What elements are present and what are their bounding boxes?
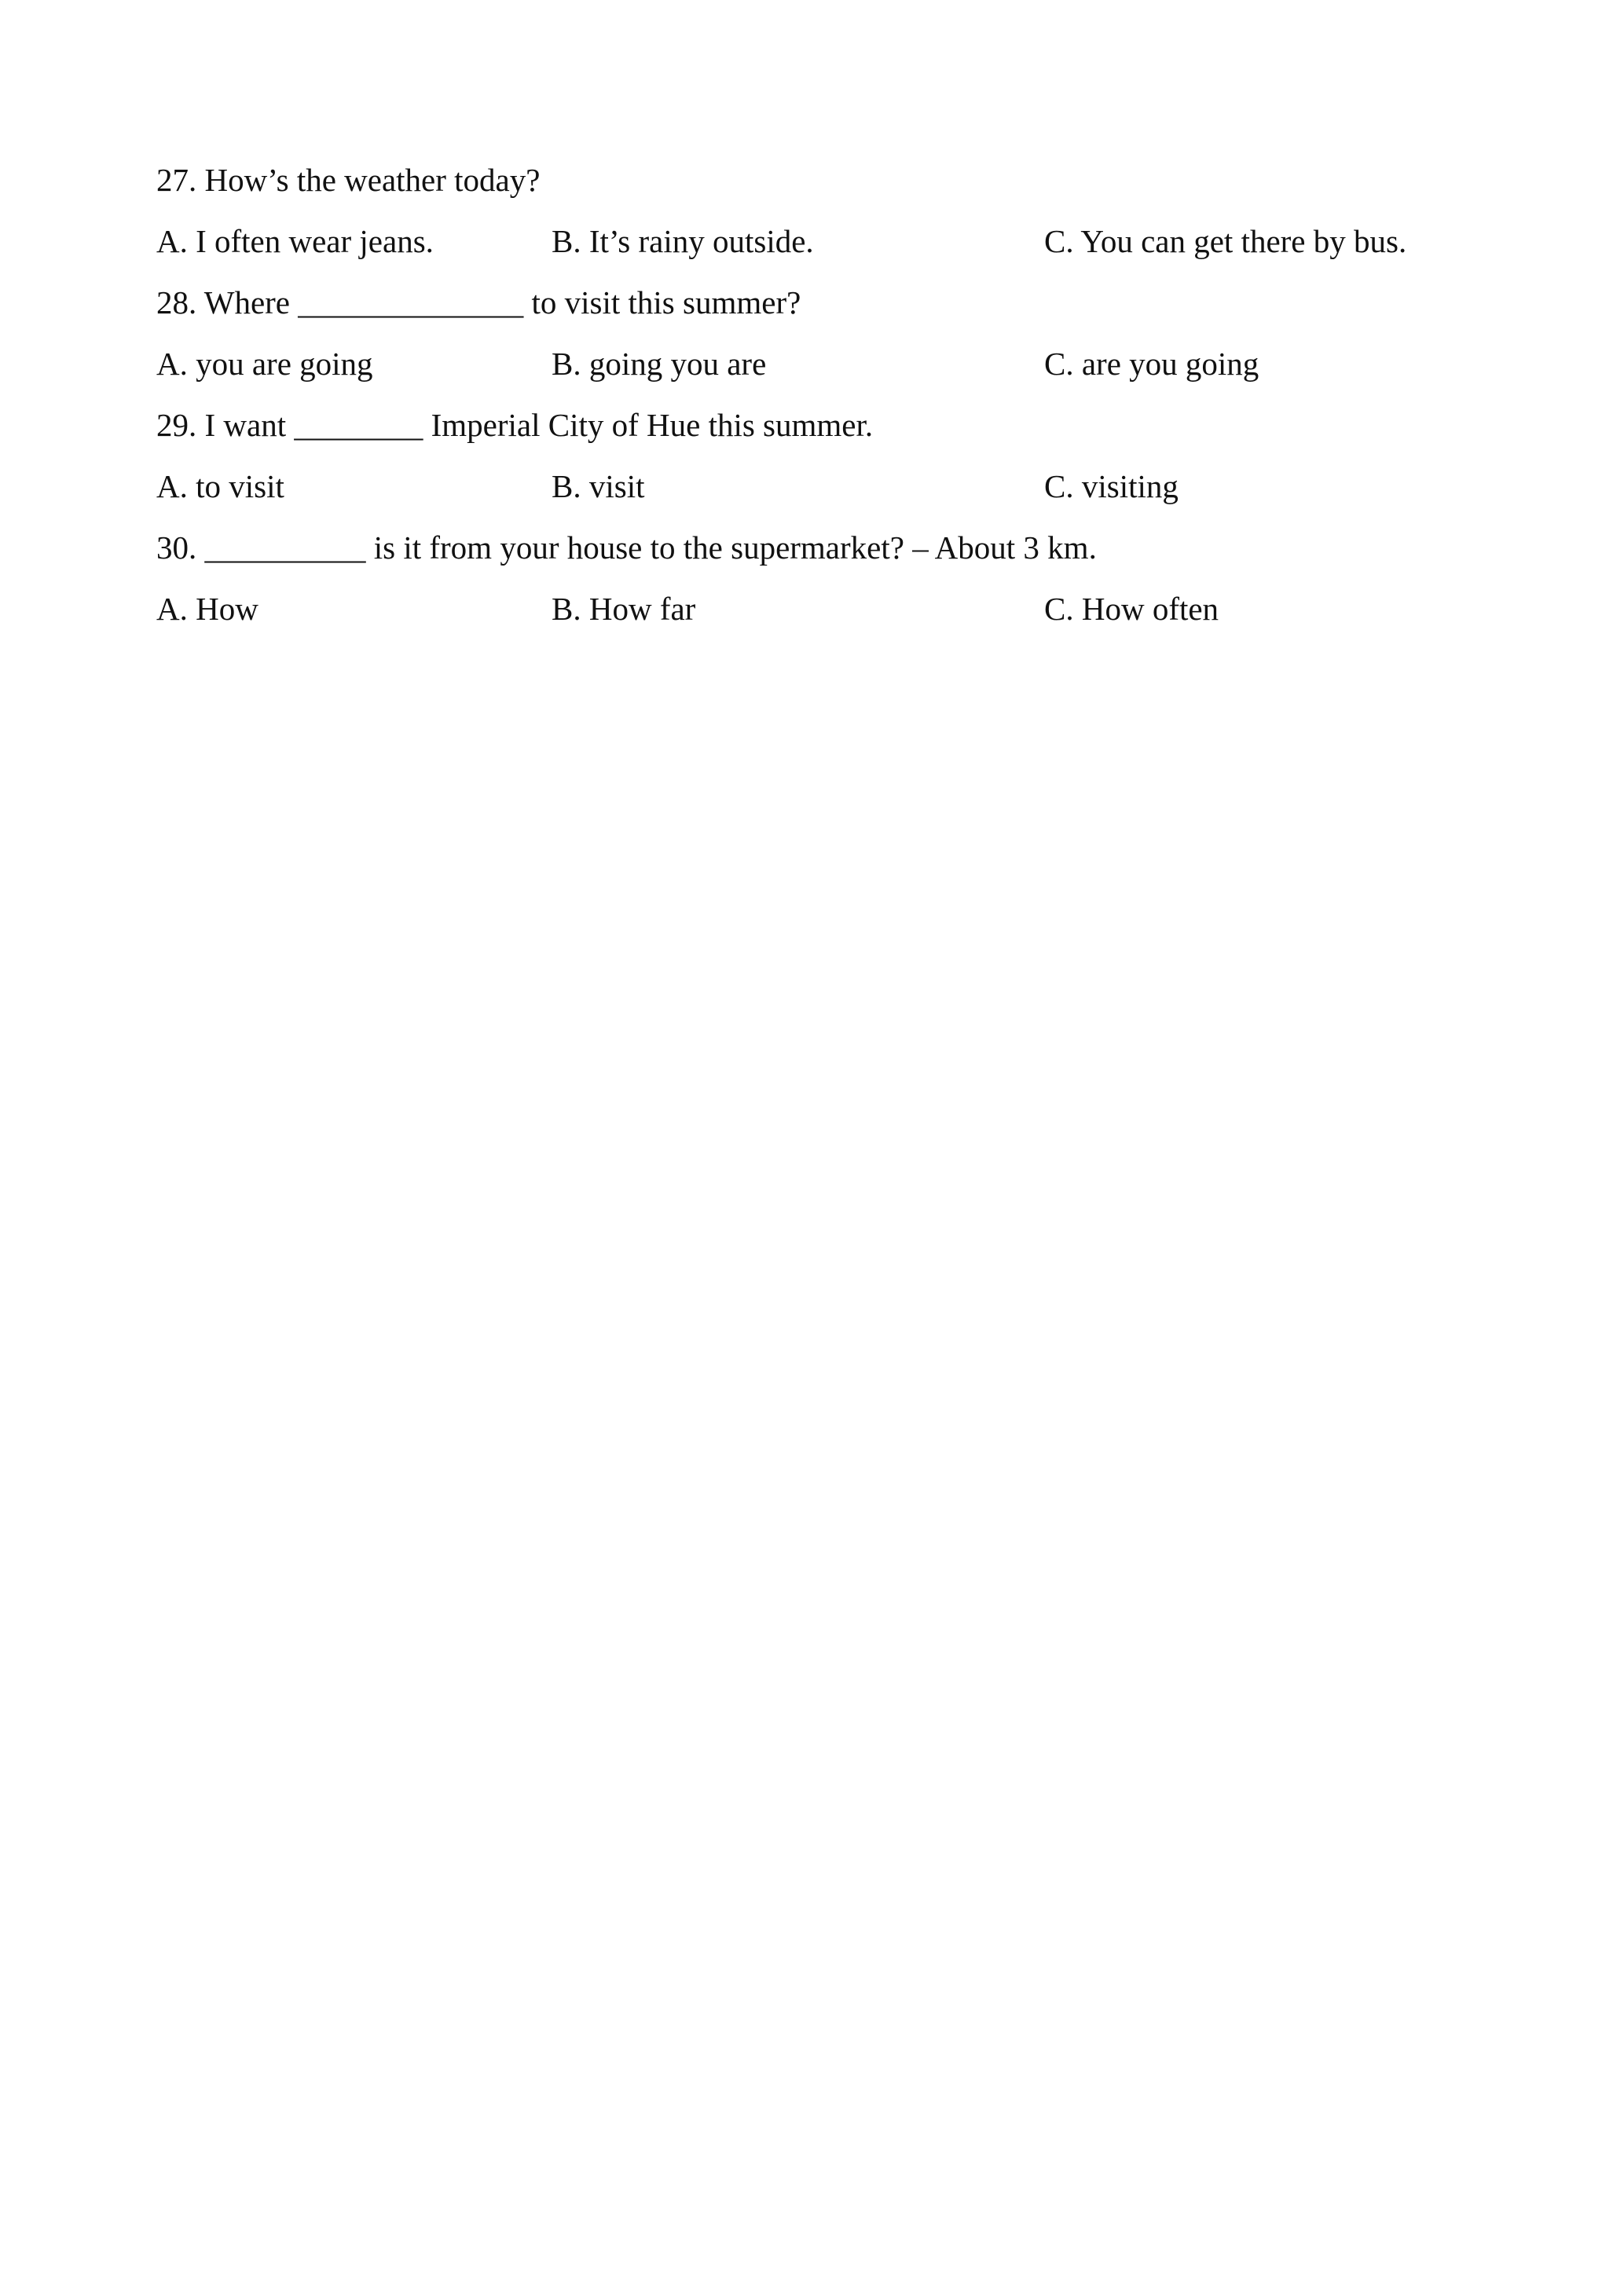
question-27 bbox=[156, 149, 1492, 272]
option-c: C. You can get there by bus. bbox=[1044, 223, 1407, 259]
question-stem: 27. How’s the weather today? bbox=[156, 162, 541, 198]
question-stem: 28. Where ______________ to visit this summer? bbox=[156, 284, 801, 320]
option-c: C. visiting bbox=[1044, 468, 1179, 504]
options-row bbox=[156, 578, 1492, 639]
question-30 bbox=[156, 517, 1492, 639]
option-b: B. visit bbox=[552, 468, 645, 504]
question-stem: 29. I want ________ Imperial City of Hue this summer. bbox=[156, 407, 874, 443]
options-row bbox=[156, 456, 1492, 517]
option-c: C. are you going bbox=[1044, 346, 1259, 382]
option-b: B. going you are bbox=[552, 346, 767, 382]
question-list bbox=[156, 149, 1492, 639]
option-b: B. It’s rainy outside. bbox=[552, 223, 814, 259]
question-stem: 30. __________ is it from your house to the supermarket? – About 3 km. bbox=[156, 529, 1097, 566]
option-a: A. to visit bbox=[156, 468, 284, 504]
options-row bbox=[156, 211, 1492, 272]
option-a: A. How bbox=[156, 591, 258, 627]
question-29 bbox=[156, 394, 1492, 517]
option-c: C. How often bbox=[1044, 591, 1219, 627]
option-b: B. How far bbox=[552, 591, 696, 627]
option-a: A. you are going bbox=[156, 346, 373, 382]
option-a: A. I often wear jeans. bbox=[156, 223, 434, 259]
question-28 bbox=[156, 272, 1492, 394]
options-row bbox=[156, 333, 1492, 394]
